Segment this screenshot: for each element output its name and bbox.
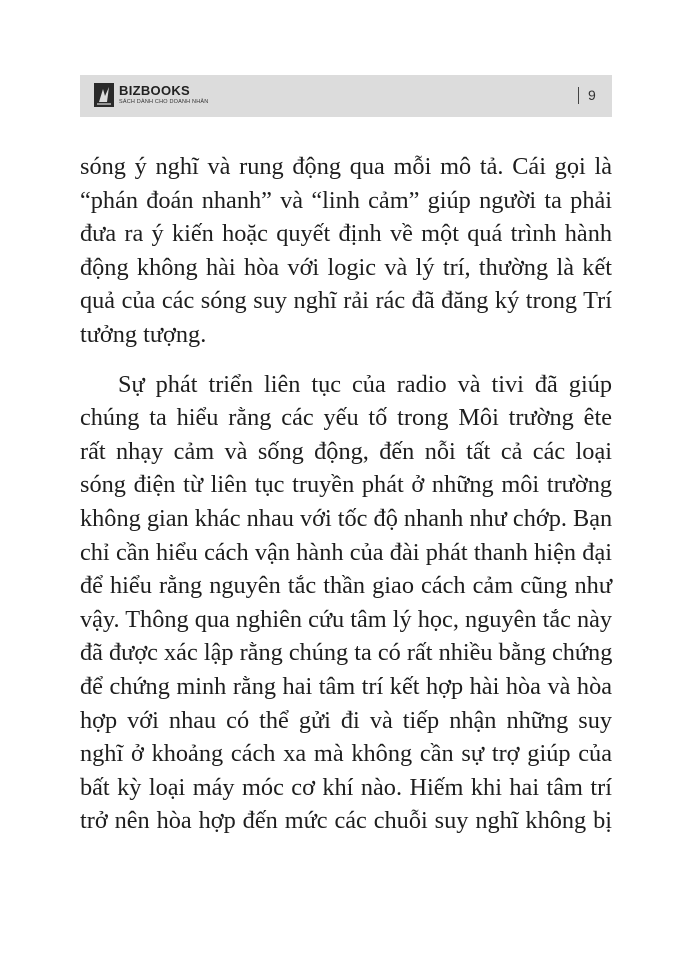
text-line: trở nên hòa hợp đến mức các chuỗi suy nghĩ không bị bbox=[80, 807, 612, 835]
text-line: sóng ý nghĩ và rung động qua mỗi mô tả. Cái gọi là bbox=[80, 153, 612, 180]
bizbooks-logo-icon bbox=[94, 83, 114, 107]
text-line: chúng ta hiểu rằng các yếu tố trong Môi trường ête bbox=[80, 404, 612, 432]
text-line: sóng điện từ liên tục truyền phát ở những môi trường bbox=[80, 471, 612, 499]
page-header bbox=[80, 75, 612, 117]
text-line: nghĩ ở khoảng cách xa mà không cần sự trợ giúp của bbox=[80, 740, 612, 768]
text-line: rất nhạy cảm và sống động, đến nỗi tất cả các loại bbox=[80, 437, 612, 465]
text-line: hợp với nhau có thể gửi đi và tiếp nhận những suy bbox=[80, 706, 612, 734]
text-line: tưởng tượng. bbox=[80, 320, 207, 348]
text-line: Sự phát triển liên tục của radio và tivi đã giúp bbox=[118, 370, 612, 398]
text-line: “phán đoán nhanh” và “linh cảm” giúp người ta phải bbox=[80, 186, 612, 214]
page-number-separator bbox=[578, 87, 579, 104]
brand-tagline: SÁCH DÀNH CHO DOANH NHÂN bbox=[119, 99, 209, 105]
paragraph-1 bbox=[80, 150, 612, 352]
text-line: đã được xác lập rằng chúng ta có rất nhiều bằng chứng bbox=[80, 639, 613, 667]
text-line: để chứng minh rằng hai tâm trí kết hợp hài hòa và hòa bbox=[80, 672, 612, 700]
text-line: bất kỳ loại máy móc cơ khí nào. Hiếm khi hai tâm trí bbox=[80, 773, 612, 801]
page-number: 9 bbox=[588, 87, 596, 103]
text-line: để hiểu rằng nguyên tắc thần giao cách cảm cũng như bbox=[80, 572, 612, 600]
brand-name: BIZBOOKS bbox=[119, 83, 191, 98]
bizbooks-logo bbox=[94, 82, 209, 112]
paragraph-2 bbox=[80, 368, 612, 838]
text-line: quả của các sóng suy nghĩ rải rác đã đăng ký trong Trí bbox=[80, 287, 612, 315]
text-line: chỉ cần hiểu cách vận hành của đài phát thanh hiện đại bbox=[80, 538, 612, 566]
text-line: đưa ra ý kiến hoặc quyết định về một quá trình hành bbox=[80, 220, 612, 248]
text-line: không gian khác nhau với tốc độ nhanh như chớp. Bạn bbox=[80, 504, 613, 532]
text-line: động không hài hòa với logic và lý trí, thường là kết bbox=[80, 253, 612, 281]
text-line: vậy. Thông qua nghiên cứu tâm lý học, nguyên tắc này bbox=[80, 605, 613, 633]
page-body bbox=[80, 150, 612, 838]
